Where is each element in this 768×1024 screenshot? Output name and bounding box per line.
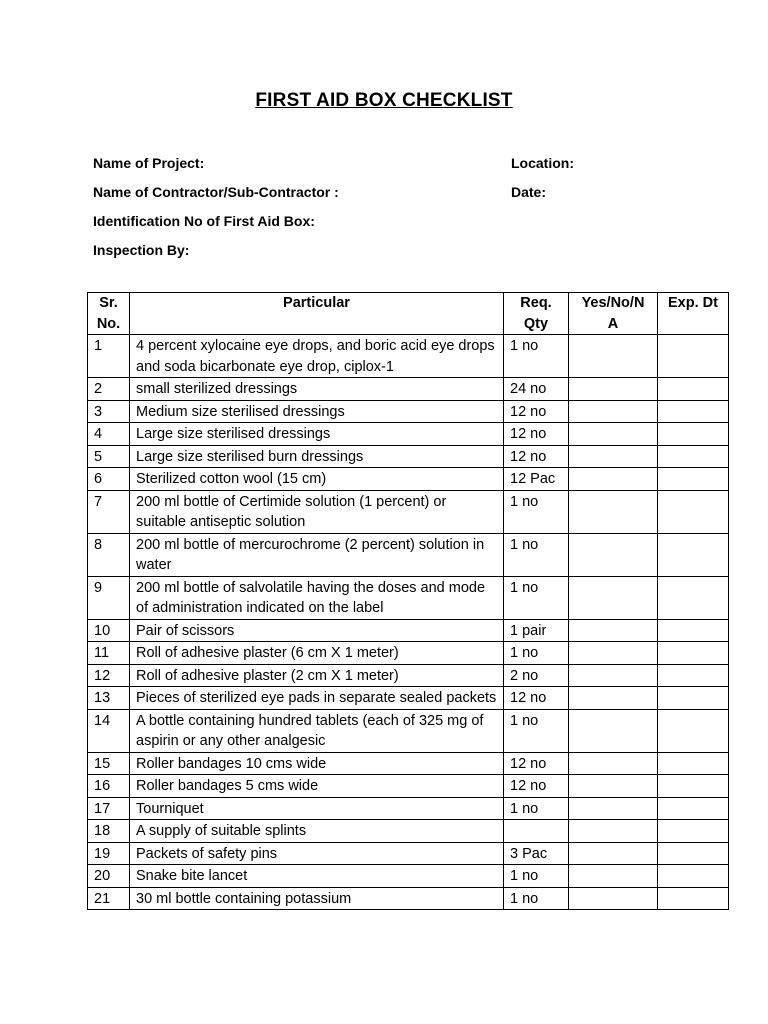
row-exp-dt-cell[interactable] (658, 490, 729, 533)
table-row (88, 775, 729, 798)
row-particular: Medium size sterilised dressings (130, 400, 504, 423)
row-particular: Roller bandages 10 cms wide (130, 752, 504, 775)
row-yes-no-na-cell[interactable] (569, 709, 658, 752)
table-row (88, 842, 729, 865)
header-yes-no-na: Yes/No/N A (569, 293, 658, 335)
row-req-qty: 1 no (504, 709, 569, 752)
row-yes-no-na-cell[interactable] (569, 752, 658, 775)
box-id-label: Identification No of First Aid Box: (93, 213, 315, 229)
row-sr-no: 15 (88, 752, 130, 775)
row-exp-dt-cell[interactable] (658, 468, 729, 491)
row-particular: Large size sterilised burn dressings (130, 445, 504, 468)
row-exp-dt-cell[interactable] (658, 378, 729, 401)
row-yes-no-na-cell[interactable] (569, 335, 658, 378)
row-req-qty: 1 no (504, 887, 569, 910)
table-row (88, 445, 729, 468)
row-exp-dt-cell[interactable] (658, 687, 729, 710)
row-exp-dt-cell[interactable] (658, 642, 729, 665)
row-particular: Roller bandages 5 cms wide (130, 775, 504, 798)
row-req-qty: 1 no (504, 576, 569, 619)
row-particular: Pieces of sterilized eye pads in separate sealed packets (130, 687, 504, 710)
row-req-qty: 1 no (504, 490, 569, 533)
table-row (88, 887, 729, 910)
row-req-qty: 3 Pac (504, 842, 569, 865)
row-sr-no: 4 (88, 423, 130, 446)
header-exp-dt: Exp. Dt (658, 293, 729, 335)
row-particular: A supply of suitable splints (130, 820, 504, 843)
row-exp-dt-cell[interactable] (658, 887, 729, 910)
header-req-qty: Req. Qty (504, 293, 569, 335)
row-particular: Large size sterilised dressings (130, 423, 504, 446)
row-req-qty: 24 no (504, 378, 569, 401)
row-exp-dt-cell[interactable] (658, 709, 729, 752)
row-particular: Roll of adhesive plaster (2 cm X 1 meter) (130, 664, 504, 687)
row-particular: Packets of safety pins (130, 842, 504, 865)
row-yes-no-na-cell[interactable] (569, 865, 658, 888)
row-req-qty: 1 no (504, 797, 569, 820)
row-exp-dt-cell[interactable] (658, 797, 729, 820)
checklist-table (87, 292, 729, 910)
table-row (88, 664, 729, 687)
row-particular: 200 ml bottle of salvolatile having the doses and mode of administration indicated on the label (130, 576, 504, 619)
row-sr-no: 20 (88, 865, 130, 888)
row-sr-no: 16 (88, 775, 130, 798)
row-sr-no: 8 (88, 533, 130, 576)
header-particular: Particular (130, 293, 504, 335)
row-particular: Pair of scissors (130, 619, 504, 642)
row-exp-dt-cell[interactable] (658, 533, 729, 576)
location-label: Location: (511, 155, 574, 171)
row-yes-no-na-cell[interactable] (569, 687, 658, 710)
row-yes-no-na-cell[interactable] (569, 887, 658, 910)
row-sr-no: 12 (88, 664, 130, 687)
table-row (88, 797, 729, 820)
row-req-qty: 1 no (504, 642, 569, 665)
row-yes-no-na-cell[interactable] (569, 423, 658, 446)
row-req-qty: 1 pair (504, 619, 569, 642)
row-exp-dt-cell[interactable] (658, 445, 729, 468)
row-exp-dt-cell[interactable] (658, 576, 729, 619)
table-row (88, 468, 729, 491)
row-sr-no: 3 (88, 400, 130, 423)
table-row (88, 490, 729, 533)
row-exp-dt-cell[interactable] (658, 400, 729, 423)
table-row (88, 687, 729, 710)
row-sr-no: 7 (88, 490, 130, 533)
row-particular: Tourniquet (130, 797, 504, 820)
row-sr-no: 10 (88, 619, 130, 642)
table-row (88, 423, 729, 446)
row-req-qty: 12 no (504, 400, 569, 423)
row-yes-no-na-cell[interactable] (569, 378, 658, 401)
row-particular: A bottle containing hundred tablets (each of 325 mg of aspirin or any other analgesic (130, 709, 504, 752)
contractor-label: Name of Contractor/Sub-Contractor : (93, 184, 339, 200)
row-sr-no: 17 (88, 797, 130, 820)
row-sr-no: 11 (88, 642, 130, 665)
row-sr-no: 19 (88, 842, 130, 865)
header-sr-no: Sr. No. (88, 293, 130, 335)
row-req-qty: 12 Pac (504, 468, 569, 491)
row-particular: Sterilized cotton wool (15 cm) (130, 468, 504, 491)
row-req-qty: 1 no (504, 865, 569, 888)
table-row (88, 709, 729, 752)
table-row (88, 400, 729, 423)
table-row (88, 378, 729, 401)
table-header-row (88, 293, 729, 335)
row-yes-no-na-cell[interactable] (569, 775, 658, 798)
row-req-qty: 12 no (504, 445, 569, 468)
project-name-label: Name of Project: (93, 155, 205, 171)
row-req-qty: 12 no (504, 687, 569, 710)
row-exp-dt-cell[interactable] (658, 423, 729, 446)
row-sr-no: 21 (88, 887, 130, 910)
row-particular: 30 ml bottle containing potassium (130, 887, 504, 910)
row-sr-no: 2 (88, 378, 130, 401)
row-req-qty: 2 no (504, 664, 569, 687)
row-yes-no-na-cell[interactable] (569, 642, 658, 665)
row-req-qty (504, 820, 569, 843)
table-row (88, 576, 729, 619)
table-row (88, 865, 729, 888)
row-yes-no-na-cell[interactable] (569, 490, 658, 533)
date-label: Date: (511, 184, 547, 200)
row-exp-dt-cell[interactable] (658, 865, 729, 888)
row-yes-no-na-cell[interactable] (569, 576, 658, 619)
row-exp-dt-cell[interactable] (658, 619, 729, 642)
row-yes-no-na-cell[interactable] (569, 797, 658, 820)
row-yes-no-na-cell[interactable] (569, 400, 658, 423)
row-yes-no-na-cell[interactable] (569, 619, 658, 642)
row-yes-no-na-cell[interactable] (569, 445, 658, 468)
row-sr-no: 1 (88, 335, 130, 378)
row-yes-no-na-cell[interactable] (569, 820, 658, 843)
row-particular: Snake bite lancet (130, 865, 504, 888)
table-row (88, 752, 729, 775)
row-exp-dt-cell[interactable] (658, 335, 729, 378)
row-particular: 4 percent xylocaine eye drops, and boric acid eye drops and soda bicarbonate eye drop, ciplox-1 (130, 335, 504, 378)
row-yes-no-na-cell[interactable] (569, 664, 658, 687)
row-req-qty: 12 no (504, 423, 569, 446)
row-exp-dt-cell[interactable] (658, 664, 729, 687)
row-yes-no-na-cell[interactable] (569, 468, 658, 491)
page-title: FIRST AID BOX CHECKLIST (255, 90, 513, 111)
row-sr-no: 13 (88, 687, 130, 710)
row-particular: small sterilized dressings (130, 378, 504, 401)
row-req-qty: 12 no (504, 775, 569, 798)
row-sr-no: 9 (88, 576, 130, 619)
row-yes-no-na-cell[interactable] (569, 533, 658, 576)
table-row (88, 533, 729, 576)
table-row (88, 820, 729, 843)
row-exp-dt-cell[interactable] (658, 820, 729, 843)
row-particular: 200 ml bottle of Certimide solution (1 percent) or suitable antiseptic solution (130, 490, 504, 533)
row-exp-dt-cell[interactable] (658, 752, 729, 775)
table-row (88, 335, 729, 378)
row-particular: 200 ml bottle of mercurochrome (2 percent) solution in water (130, 533, 504, 576)
row-req-qty: 1 no (504, 533, 569, 576)
row-req-qty: 12 no (504, 752, 569, 775)
row-sr-no: 5 (88, 445, 130, 468)
row-req-qty: 1 no (504, 335, 569, 378)
row-sr-no: 18 (88, 820, 130, 843)
row-sr-no: 14 (88, 709, 130, 752)
table-row (88, 619, 729, 642)
row-particular: Roll of adhesive plaster (6 cm X 1 meter) (130, 642, 504, 665)
row-exp-dt-cell[interactable] (658, 842, 729, 865)
inspection-by-label: Inspection By: (93, 242, 190, 258)
row-sr-no: 6 (88, 468, 130, 491)
row-exp-dt-cell[interactable] (658, 775, 729, 798)
row-yes-no-na-cell[interactable] (569, 842, 658, 865)
table-row (88, 642, 729, 665)
